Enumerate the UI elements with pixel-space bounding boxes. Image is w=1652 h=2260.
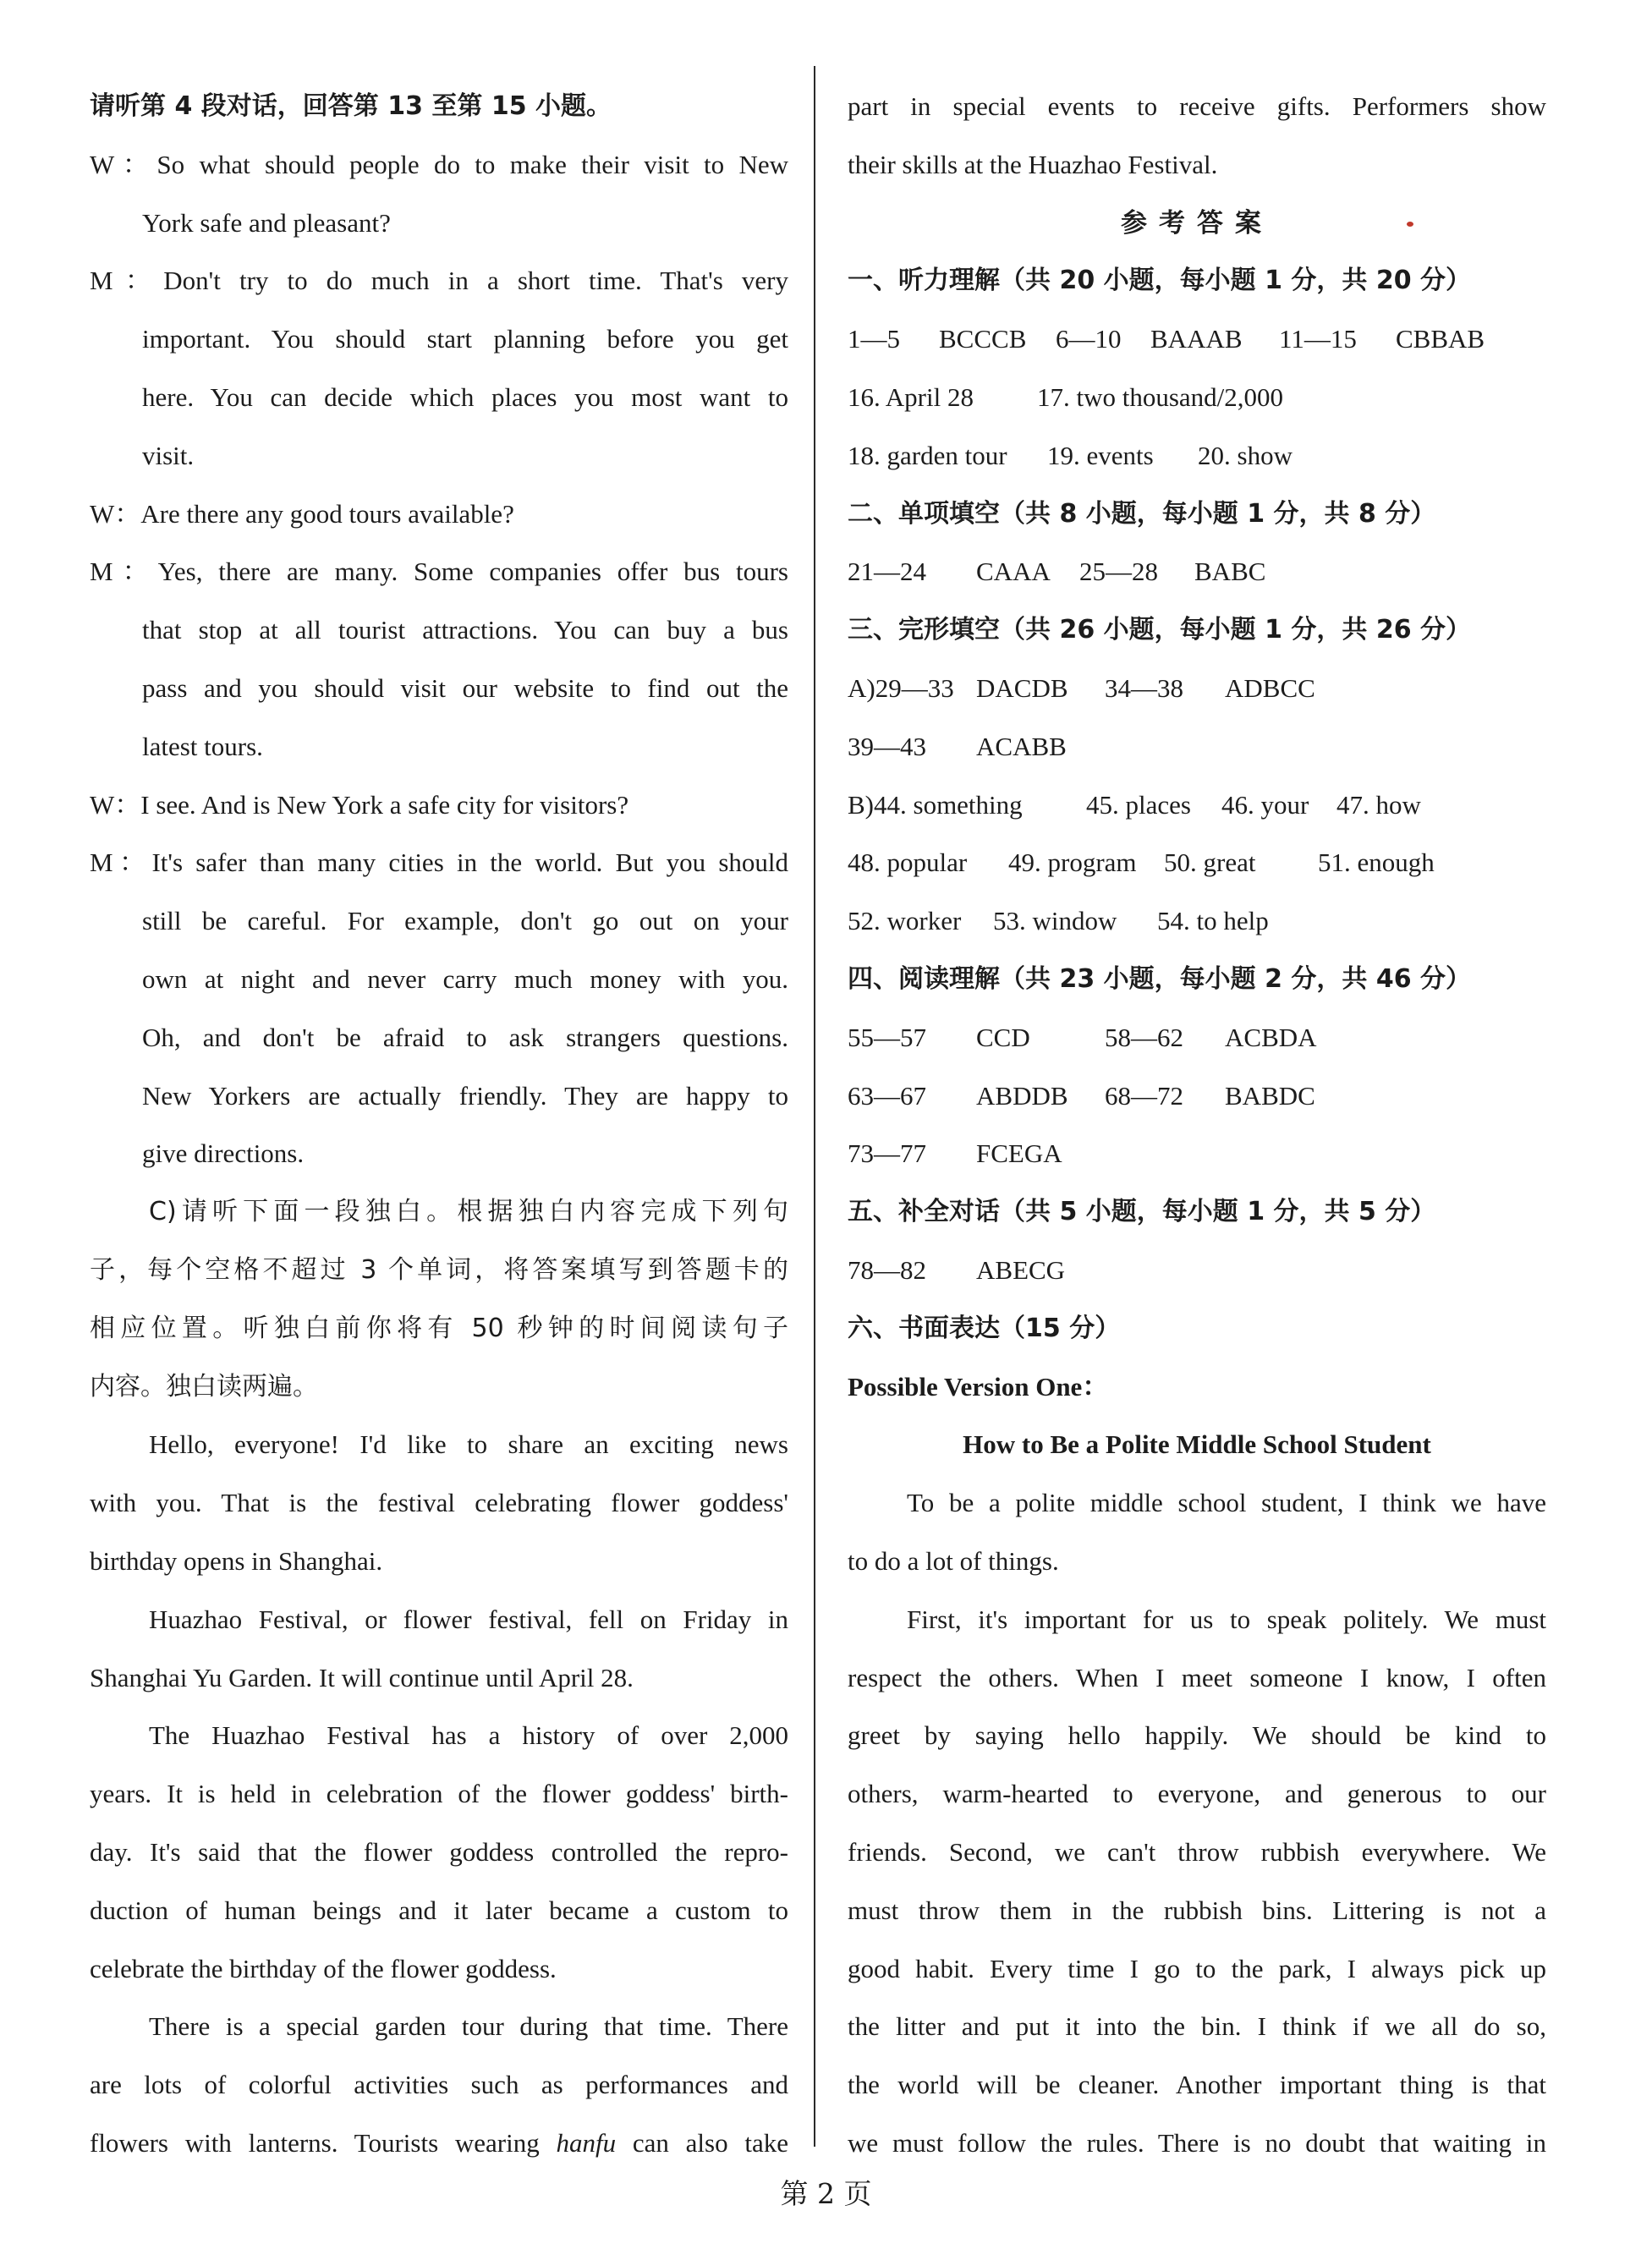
answer-line (848, 892, 1546, 951)
answer-value: ABECG (976, 1254, 1066, 1285)
answer-value: CBBAB (1396, 324, 1485, 354)
answer-item: 47. how (1336, 789, 1421, 820)
answer-item: 20. show (1198, 440, 1293, 470)
answer-item: 54. to help (1157, 906, 1269, 936)
answer-value: ABDDB (976, 1080, 1068, 1111)
essay-title: How to Be a Polite Middle School Student (963, 1429, 1431, 1460)
answer-line (848, 1009, 1546, 1067)
monologue-line: years. It is held in celebration of the flower goddess' birth- (90, 1779, 788, 1809)
dialogue-line: visit. (142, 440, 195, 470)
answer-line (848, 660, 1546, 718)
answer-range: 78—82 (848, 1254, 926, 1285)
answer-range: 34—38 (1105, 672, 1183, 703)
answer-item: 50. great (1164, 848, 1256, 878)
monologue-line: part in special events to receive gifts. Performers show (848, 91, 1546, 121)
dialogue-line: New Yorkers are actually friendly. They are happy to (142, 1080, 788, 1111)
answer-value: BABDC (1225, 1080, 1315, 1111)
answer-title: 参考答案 (1121, 207, 1273, 239)
answer-range: 25—28 (1079, 557, 1158, 587)
answer-range: 63—67 (848, 1080, 926, 1111)
dialogue-line: give directions. (142, 1138, 305, 1169)
answer-item: 52. worker (848, 906, 962, 936)
monologue-line: The Huazhao Festival has a history of over 2,000 (149, 1720, 788, 1751)
answer-item: 48. popular (848, 848, 968, 878)
essay-line: must throw them in the rubbish bins. Littering is not a (848, 1895, 1546, 1925)
essay-line: the world will be cleaner. Another important thing is that (848, 2070, 1546, 2100)
monologue-line: duction of human beings and it later became a custom to (90, 1895, 788, 1925)
red-mark (1407, 222, 1413, 227)
section-heading: 一、听力理解（共 20 小题，每小题 1 分，共 20 分） (848, 266, 1472, 296)
answer-range: 73—77 (848, 1138, 926, 1169)
monologue-text: can also take (632, 2127, 788, 2158)
answer-range: 6—10 (1056, 324, 1122, 354)
answer-line (848, 1125, 1546, 1183)
essay-label: Possible Version One： (848, 1371, 1109, 1402)
essay-line: First, it's important for us to speak politely. We must (907, 1604, 1546, 1634)
dialogue-line: W：So what should people do to make their visit to New (90, 149, 788, 179)
answer-line (848, 718, 1546, 776)
answer-item: 17. two thousand/2,000 (1037, 381, 1284, 412)
dialogue-line: here. You can decide which places you most want to (142, 381, 788, 412)
answer-line (848, 776, 1546, 835)
essay-line: respect the others. When I meet someone I know, I often (848, 1662, 1546, 1692)
answer-range: 39—43 (848, 731, 926, 761)
answer-range: 68—72 (1105, 1080, 1183, 1111)
section-heading: 五、补全对话（共 5 小题，每小题 1 分，共 5 分） (848, 1197, 1436, 1227)
dialogue-line: W：I see. And is New York a safe city for visitors? (90, 789, 629, 820)
answer-value: BABC (1194, 557, 1266, 587)
answer-item: 45. places (1086, 789, 1191, 820)
left-column (90, 78, 788, 2173)
right-column (848, 78, 1546, 2173)
monologue-line: There is a special garden tour during that time. There (149, 2011, 788, 2042)
section-heading: 二、单项填空（共 8 小题，每小题 1 分，共 8 分） (848, 498, 1436, 529)
answer-range: A)29—33 (848, 672, 954, 703)
essay-line: greet by saying hello happily. We should be kind to (848, 1720, 1546, 1751)
dialogue-line: M：Yes, there are many. Some companies offer bus tours (90, 557, 788, 587)
dialogue-line: Oh, and don't be afraid to ask strangers questions. (142, 1022, 788, 1052)
column-divider (814, 66, 815, 2147)
monologue-line: their skills at the Huazhao Festival. (848, 149, 1218, 179)
answer-value: FCEGA (976, 1138, 1062, 1169)
dialogue-line: latest tours. (142, 731, 263, 761)
answer-item: 53. window (993, 906, 1117, 936)
answer-range: 11—15 (1279, 324, 1357, 354)
essay-line: good habit. Every time I go to the park, I always pick up (848, 1953, 1546, 1983)
answer-range: 58—62 (1105, 1022, 1183, 1052)
answer-line (848, 834, 1546, 892)
answer-item: B)44. something (848, 789, 1023, 820)
essay-line: we must follow the rules. There is no doubt that waiting in (848, 2127, 1546, 2158)
answer-item: 51. enough (1318, 848, 1435, 878)
monologue-line: are lots of colorful activities such as performances and (90, 2070, 788, 2100)
answer-range: 55—57 (848, 1022, 926, 1052)
essay-line: the litter and put it into the bin. I think if we all do so, (848, 2011, 1546, 2042)
answer-line (848, 1067, 1546, 1126)
monologue-line: Huazhao Festival, or flower festival, fell on Friday in (149, 1604, 788, 1634)
answer-value: BCCCB (939, 324, 1027, 354)
answer-line (848, 310, 1546, 369)
essay-line: To be a polite middle school student, I think we have (907, 1488, 1546, 1518)
hanfu-word: hanfu (556, 2127, 617, 2158)
answer-item: 49. program (1008, 848, 1137, 878)
monologue-line: with you. That is the festival celebrating flower goddess' (90, 1488, 788, 1518)
dialogue-line: still be careful. For example, don't go out on your (142, 906, 788, 936)
dialogue-line: York safe and pleasant? (142, 207, 391, 238)
answer-value: DACDB (976, 672, 1068, 703)
dialogue-heading: 请听第 4 段对话，回答第 13 至第 15 小题。 (90, 91, 612, 121)
monologue-line: celebrate the birthday of the flower goddess. (90, 1953, 557, 1983)
answer-value: ACABB (976, 731, 1067, 761)
answer-value: ACBDA (1225, 1022, 1317, 1052)
answer-item: 16. April 28 (848, 381, 974, 412)
monologue-line: Hello, everyone! I'd like to share an exciting news (149, 1429, 788, 1460)
instruction-line: 内容。独白读两遍。 (90, 1371, 318, 1402)
answer-range: 1—5 (848, 324, 900, 354)
page-number: 第 2 页 (780, 2177, 872, 2210)
instruction-line: 子，每个空格不超过 3 个单词，将答案填写到答题卡的 (90, 1254, 788, 1285)
essay-line: to do a lot of things. (848, 1545, 1059, 1576)
dialogue-line: own at night and never carry much money with you. (142, 963, 788, 994)
instruction-line: 相应位置。听独白前你将有 50 秒钟的时间阅读句子 (90, 1313, 788, 1343)
answer-line (848, 369, 1546, 427)
answer-value: ADBCC (1225, 672, 1315, 703)
answer-value: BAAAB (1150, 324, 1243, 354)
monologue-line (90, 2115, 788, 2173)
monologue-line: day. It's said that the flower goddess controlled the repro- (90, 1836, 788, 1867)
monologue-line: birthday opens in Shanghai. (90, 1545, 383, 1576)
section-heading: 六、书面表达（15 分） (848, 1313, 1121, 1343)
answer-value: CCD (976, 1022, 1030, 1052)
dialogue-line: that stop at all tourist attractions. You can buy a bus (142, 615, 788, 645)
answer-item: 19. events (1047, 440, 1154, 470)
dialogue-line: important. You should start planning before you get (142, 324, 788, 354)
answer-line (848, 1242, 1546, 1300)
answer-item: 18. garden tour (848, 440, 1007, 470)
answer-line (848, 543, 1546, 601)
essay-line: others, warm-hearted to everyone, and generous to our (848, 1779, 1546, 1809)
essay-line: friends. Second, we can't throw rubbish everywhere. We (848, 1836, 1546, 1867)
answer-range: 21—24 (848, 557, 926, 587)
section-heading: 三、完形填空（共 26 小题，每小题 1 分，共 26 分） (848, 615, 1472, 645)
dialogue-line: pass and you should visit our website to find out the (142, 672, 788, 703)
section-heading: 四、阅读理解（共 23 小题，每小题 2 分，共 46 分） (848, 963, 1472, 994)
answer-line (848, 427, 1546, 485)
dialogue-line: W：Are there any good tours available? (90, 498, 514, 529)
monologue-line: Shanghai Yu Garden. It will continue until April 28. (90, 1662, 634, 1692)
dialogue-line: M：It's safer than many cities in the world. But you should (90, 848, 788, 878)
instruction-line: C)请听下面一段独白。根据独白内容完成下列句 (149, 1197, 788, 1227)
answer-value: CAAA (976, 557, 1051, 587)
monologue-text: flowers with lanterns. Tourists wearing (90, 2127, 540, 2158)
dialogue-line: M：Don't try to do much in a short time. That's very (90, 266, 788, 296)
answer-item: 46. your (1221, 789, 1309, 820)
